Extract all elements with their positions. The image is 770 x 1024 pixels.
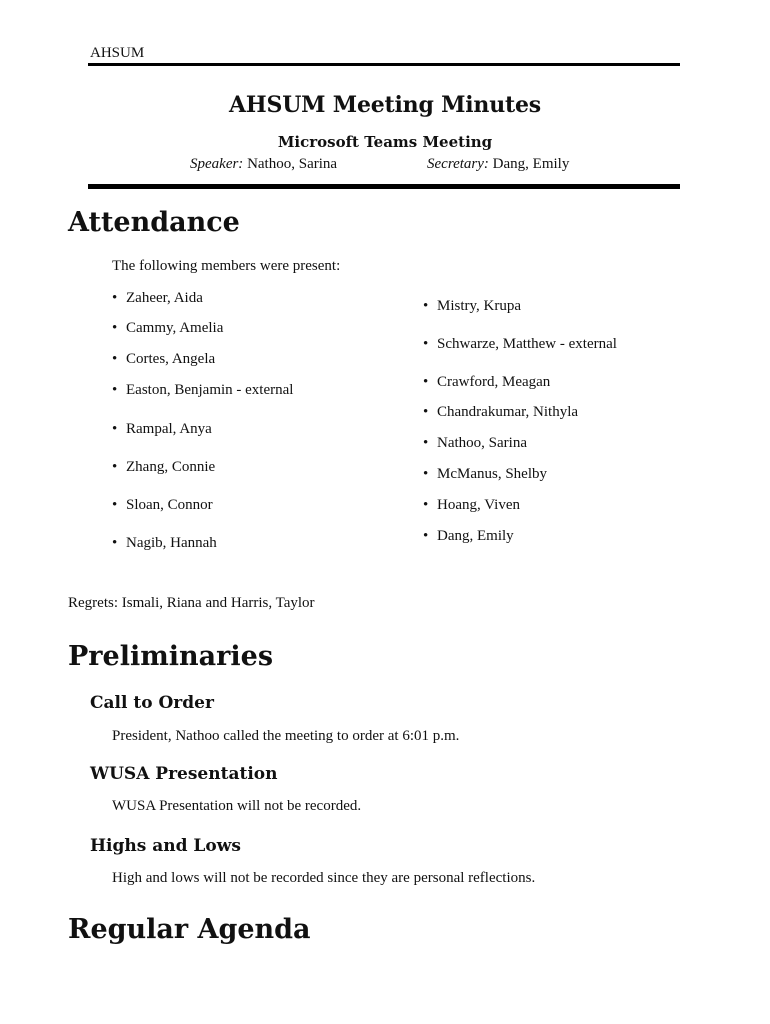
- speaker-role: Speaker:: [190, 156, 244, 172]
- list-item: [423, 298, 521, 315]
- bullet: •: [423, 336, 429, 352]
- call-to-order-text: President, Nathoo called the meeting to order at 6:01 p.m.: [112, 728, 460, 744]
- bullet: •: [112, 535, 118, 551]
- list-item: [112, 351, 215, 368]
- list-item: [423, 497, 520, 514]
- wusa-text: WUSA Presentation will not be recorded.: [112, 798, 362, 814]
- list-item: [423, 466, 547, 483]
- list-item: [112, 459, 215, 476]
- bullet: •: [112, 351, 118, 367]
- secretary-name: Dang, Emily: [492, 156, 570, 172]
- speaker-line: [190, 156, 337, 173]
- regrets-line: Regrets: Ismali, Riana and Harris, Taylor: [68, 595, 315, 611]
- secretary-line: [427, 156, 569, 173]
- attendee-name: Hoang, Viven: [437, 497, 520, 513]
- highs-lows-text: High and lows will not be recorded since they are personal reflections.: [112, 870, 536, 886]
- regular-agenda-heading: Regular Agenda: [68, 914, 311, 945]
- bullet: •: [423, 528, 429, 544]
- bullet: •: [112, 497, 118, 513]
- list-item: [423, 528, 514, 545]
- attendee-name: Easton, Benjamin - external: [126, 382, 294, 398]
- list-item: [112, 497, 213, 514]
- secretary-role: Secretary:: [427, 156, 489, 172]
- bullet: •: [423, 466, 429, 482]
- call-to-order-heading: Call to Order: [90, 693, 214, 713]
- list-item: [112, 290, 203, 307]
- bullet: •: [112, 459, 118, 475]
- document-title: AHSUM Meeting Minutes: [229, 92, 541, 118]
- header-rule: [88, 63, 680, 66]
- bullet: •: [423, 404, 429, 420]
- attendee-name: Dang, Emily: [437, 528, 514, 544]
- attendee-name: Mistry, Krupa: [437, 298, 522, 314]
- attendee-name: Cammy, Amelia: [126, 320, 224, 336]
- wusa-heading: WUSA Presentation: [90, 764, 278, 784]
- attendee-name: Cortes, Angela: [126, 351, 216, 367]
- meeting-type: Microsoft Teams Meeting: [277, 133, 493, 151]
- attendee-name: Crawford, Meagan: [437, 374, 551, 390]
- attendee-name: Chandrakumar, Nithyla: [437, 404, 579, 420]
- list-item: [423, 404, 578, 421]
- list-item: [423, 374, 550, 391]
- attendee-name: Sloan, Connor: [126, 497, 213, 513]
- bullet: •: [112, 382, 118, 398]
- attendee-name: McManus, Shelby: [437, 466, 547, 482]
- bullet: •: [423, 298, 429, 314]
- list-item: [423, 336, 617, 353]
- bullet: •: [423, 497, 429, 513]
- attendee-name: Zaheer, Aida: [126, 290, 203, 306]
- bullet: •: [423, 435, 429, 451]
- attendee-name: Nagib, Hannah: [126, 535, 217, 551]
- bullet: •: [112, 421, 118, 437]
- attendee-name: Nathoo, Sarina: [437, 435, 527, 451]
- list-item: [112, 535, 217, 552]
- speaker-name: Nathoo, Sarina: [247, 156, 338, 172]
- bullet: •: [112, 290, 118, 306]
- attendee-name: Rampal, Anya: [126, 421, 212, 437]
- bullet: •: [112, 320, 118, 336]
- running-header: AHSUM: [90, 45, 145, 61]
- list-item: [112, 382, 293, 399]
- attendee-name: Zhang, Connie: [126, 459, 216, 475]
- list-item: [423, 435, 527, 452]
- preliminaries-heading: Preliminaries: [68, 641, 274, 672]
- attendance-intro: The following members were present:: [112, 258, 341, 274]
- attendance-heading: Attendance: [68, 207, 240, 238]
- list-item: [112, 421, 212, 438]
- highs-lows-heading: Highs and Lows: [90, 836, 241, 856]
- attendee-name: Schwarze, Matthew - external: [437, 336, 617, 352]
- title-rule: [88, 184, 680, 189]
- list-item: [112, 320, 223, 337]
- bullet: •: [423, 374, 429, 390]
